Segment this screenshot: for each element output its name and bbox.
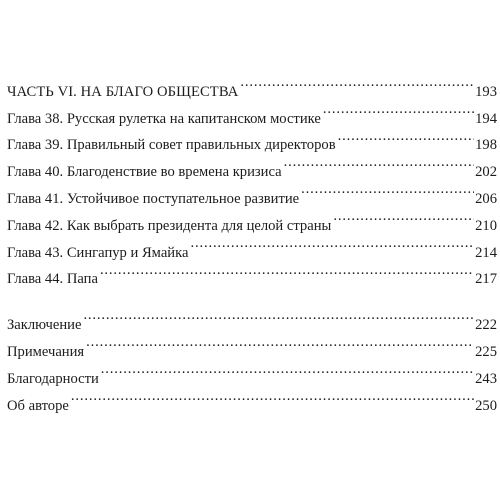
toc-entry-title: Благодарности bbox=[7, 370, 99, 387]
toc-entry bbox=[7, 383, 497, 414]
dot-leader bbox=[301, 176, 474, 203]
toc-entry-page-number: 198 bbox=[475, 137, 497, 154]
toc-entry-title: Глава 44. Папа bbox=[7, 271, 98, 288]
toc-entry-page-number: 202 bbox=[475, 164, 497, 181]
toc-entry-page-number: 206 bbox=[475, 190, 497, 207]
toc-entry-page-number: 225 bbox=[475, 343, 497, 360]
toc-entry-page-number: 194 bbox=[475, 110, 497, 127]
toc-part-heading bbox=[7, 69, 497, 100]
toc-entry-title: ЧАСТЬ VI. НА БЛАГО ОБЩЕСТВА bbox=[7, 83, 239, 100]
dot-leader bbox=[284, 149, 475, 176]
toc-entry-page-number: 222 bbox=[475, 317, 497, 334]
toc-entry-title: Об авторе bbox=[7, 397, 69, 414]
toc-entry-page-number: 210 bbox=[475, 217, 497, 234]
toc-entry-page-number: 217 bbox=[475, 271, 497, 288]
toc-entry-title: Глава 39. Правильный совет правильных директоров bbox=[7, 137, 336, 154]
toc-entry-page-number: 250 bbox=[475, 397, 497, 414]
toc-entry-title: Заключение bbox=[7, 317, 82, 334]
dot-leader bbox=[71, 383, 474, 410]
toc-entry-page-number: 193 bbox=[475, 83, 497, 100]
toc-backmatter-group bbox=[7, 302, 497, 414]
table-of-contents bbox=[7, 69, 497, 414]
dot-leader bbox=[83, 302, 474, 329]
toc-entry-title: Глава 41. Устойчивое поступательное развитие bbox=[7, 190, 300, 207]
dot-leader bbox=[333, 203, 474, 230]
toc-entry-title: Глава 38. Русская рулетка на капитанском мостике bbox=[7, 110, 321, 127]
dot-leader bbox=[86, 329, 474, 356]
dot-leader bbox=[101, 356, 474, 383]
toc-entry-title: Примечания bbox=[7, 343, 85, 360]
dot-leader bbox=[338, 123, 475, 150]
dot-leader bbox=[190, 230, 474, 257]
toc-part-group bbox=[7, 69, 497, 288]
toc-entry-title: Глава 43. Сингапур и Ямайка bbox=[7, 244, 189, 261]
toc-entry-page-number: 243 bbox=[475, 370, 497, 387]
toc-entry-title: Глава 40. Благоденствие во времена кризиса bbox=[7, 164, 282, 181]
toc-entry bbox=[7, 302, 497, 334]
toc-entry-page-number: 214 bbox=[475, 244, 497, 261]
toc-entry-title: Глава 42. Как выбрать президента для целой страны bbox=[7, 217, 332, 234]
dot-leader bbox=[240, 69, 474, 96]
dot-leader bbox=[323, 96, 474, 123]
dot-leader bbox=[100, 257, 474, 284]
